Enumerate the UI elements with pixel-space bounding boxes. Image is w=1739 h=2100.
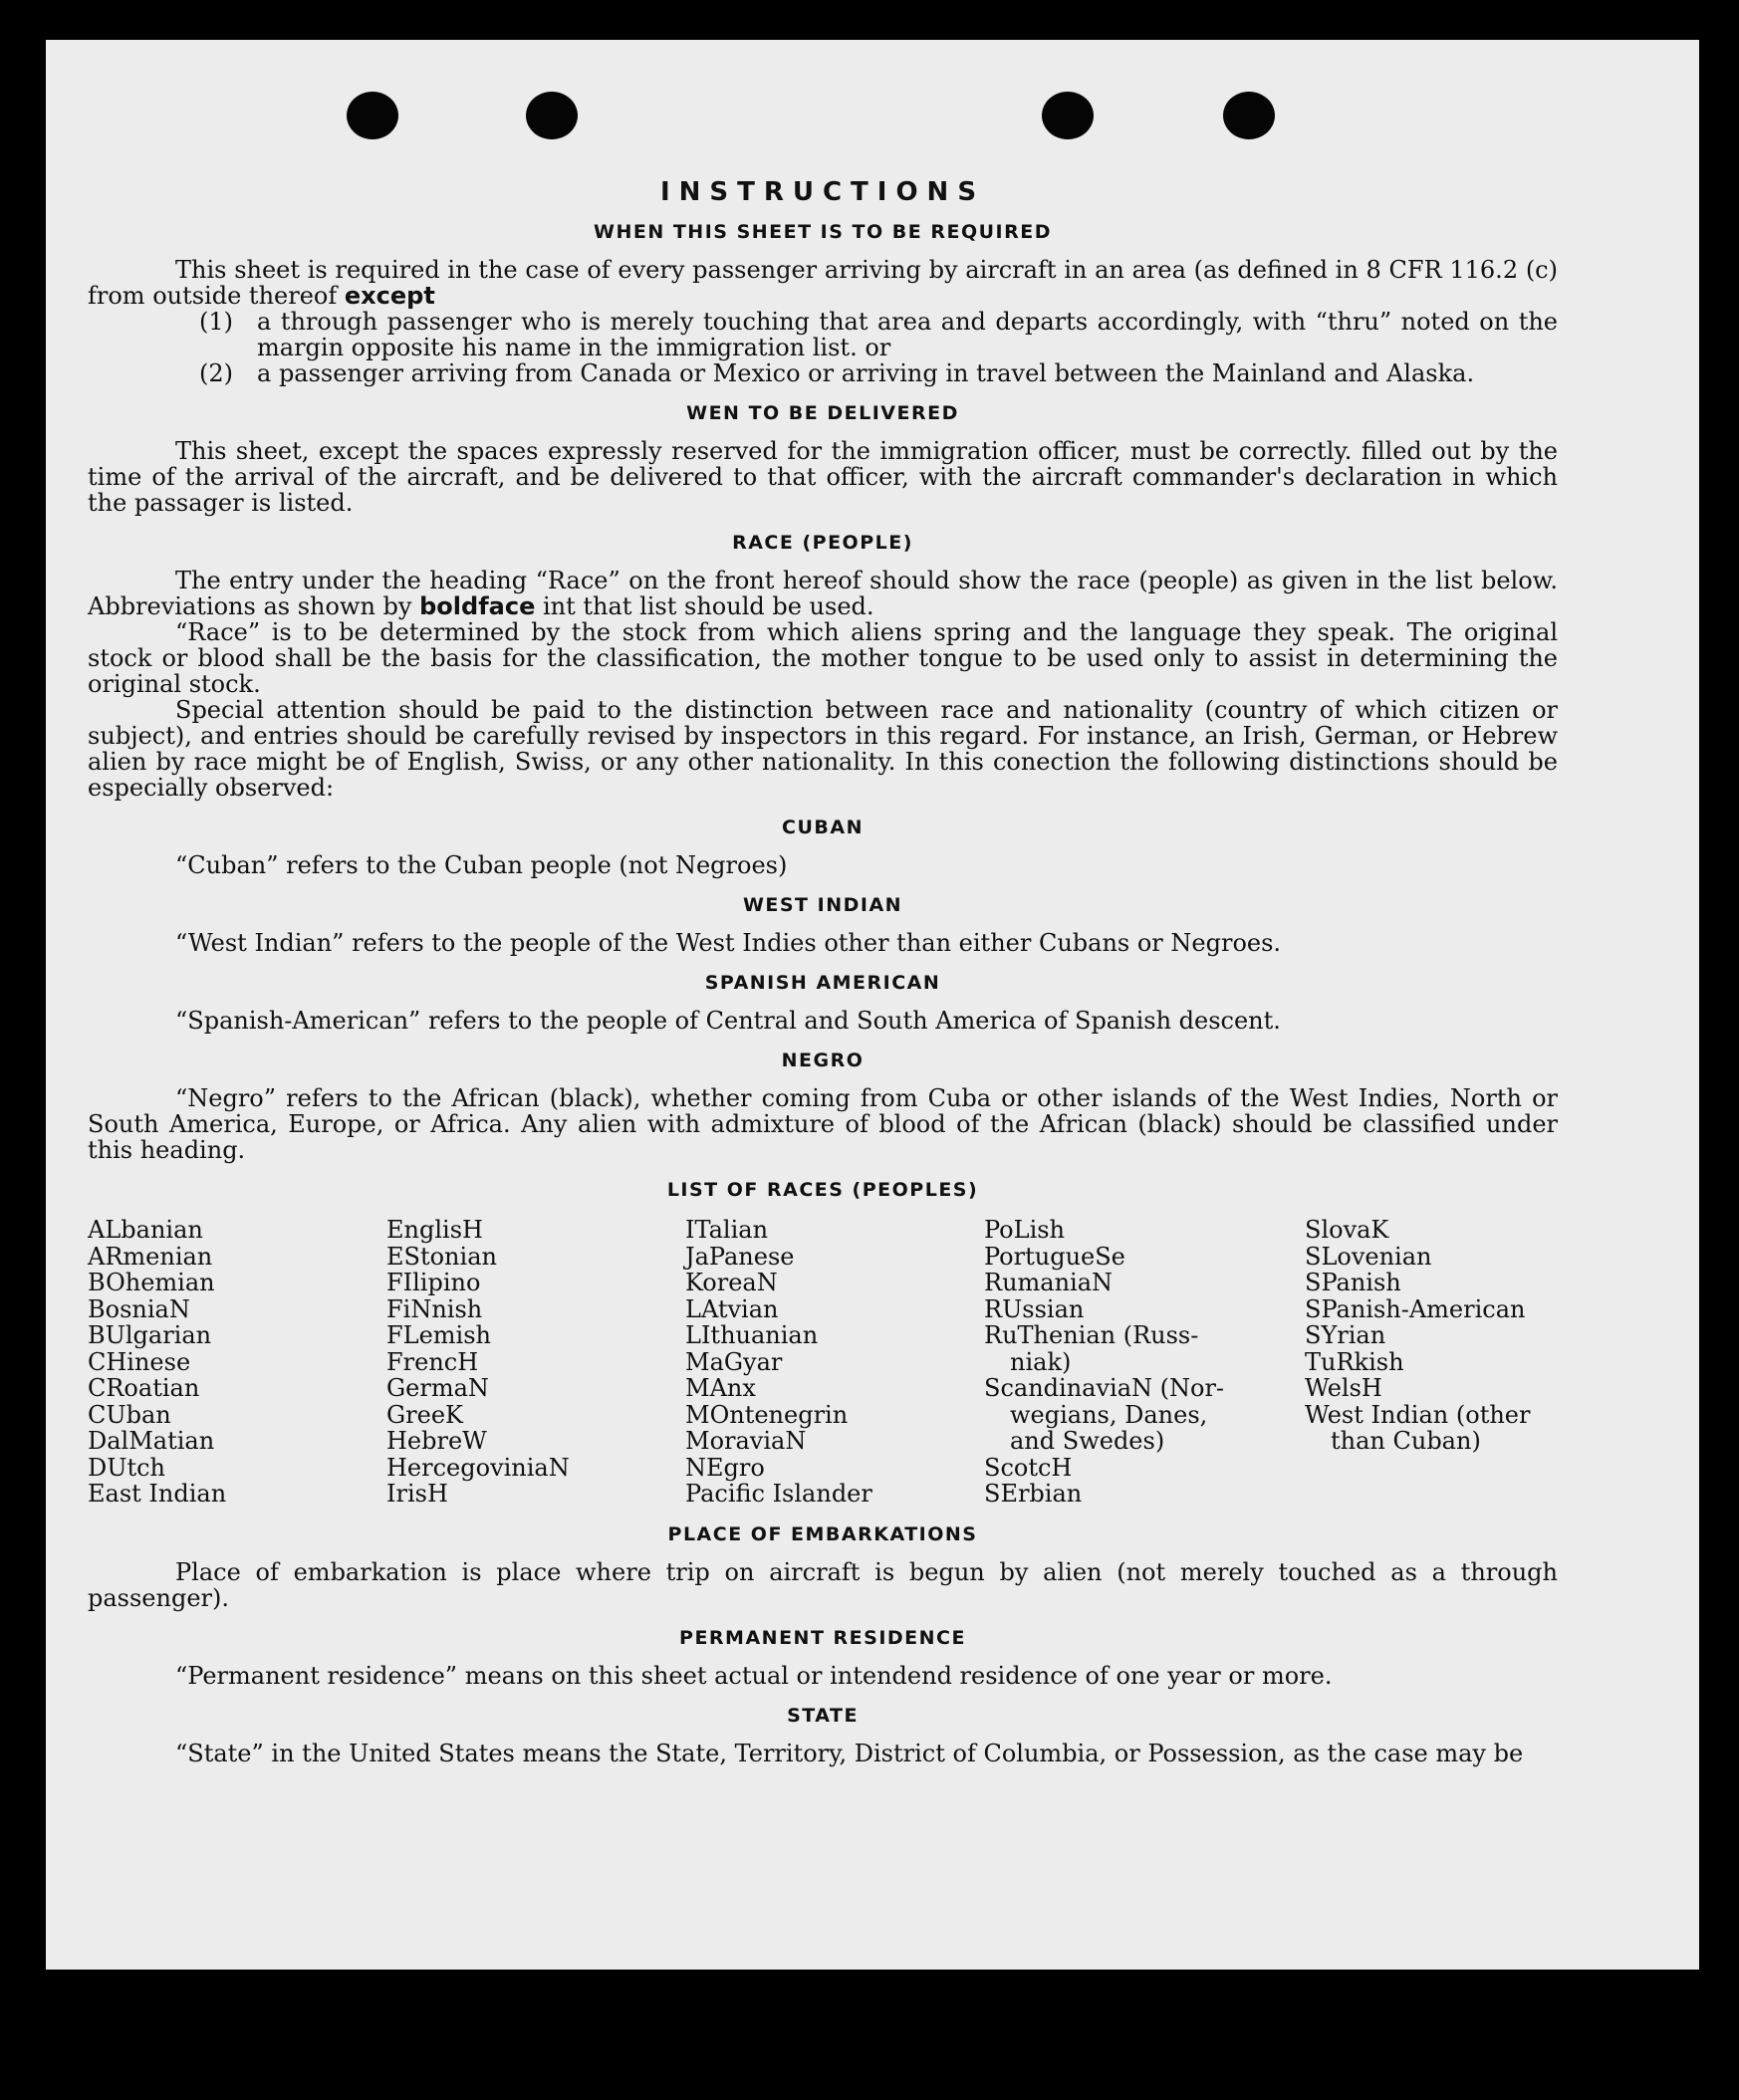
race-entry: KoreaN [685, 1269, 778, 1296]
race-entry: SPanish [1305, 1269, 1401, 1296]
embarkation-text: Place of embarkation is place where trip on aircraft is begun by alien (not merely touched as a through passenger). [88, 1557, 1558, 1612]
item-number: (2) [199, 359, 233, 387]
race-entry: RumaniaN [984, 1269, 1114, 1296]
heading-required: WHEN THIS SHEET IS TO BE REQUIRED [593, 221, 1052, 243]
race-entry: LAtvian [685, 1294, 779, 1323]
race-entry: GermaN [386, 1374, 489, 1402]
race-p1-before: The entry under the heading “Race” on the front hereof should show the race (people) as given in the list below. Abbreviations as shown by [88, 567, 1558, 620]
punch-hole [1223, 92, 1275, 139]
races-column [386, 1217, 685, 1508]
heading-race: RACE (PEOPLE) [732, 532, 913, 554]
heading-state: STATE [787, 1704, 859, 1727]
list-item [88, 309, 1558, 360]
race-entry: FLemish [386, 1321, 491, 1349]
race-entry: PoLish [984, 1216, 1066, 1244]
races-column [984, 1217, 1305, 1508]
residence-text: “Permanent residence” means on this sheet actual or intendend residence of one year or more. [175, 1661, 1333, 1690]
race-entry: ITalian [685, 1216, 769, 1244]
race-entry: HebreW [386, 1427, 487, 1455]
races-list [88, 1217, 1558, 1508]
race-entry-continuation: than Cuban) [1331, 1427, 1481, 1455]
keyword-boldface: boldface [419, 592, 536, 620]
race-entry: CRoatian [88, 1374, 200, 1402]
item-text: a through passenger who is merely touching that area and departs accordingly, with “thru” noted on the margin opposite his name in the immigration list. or [257, 308, 1558, 361]
races-column [1305, 1217, 1558, 1508]
race-entry: JaPanese [685, 1242, 795, 1271]
race-entry: IrisH [386, 1480, 448, 1508]
race-entry: BUlgarian [88, 1321, 212, 1349]
item-text: a passenger arriving from Canada or Mexico or arriving in travel between the Mainland and Alaska. [257, 359, 1475, 387]
cuban-text: “Cuban” refers to the Cuban people (not Negroes) [175, 851, 788, 879]
race-entry: MOntenegrin [685, 1400, 849, 1429]
item-number: (1) [199, 308, 233, 336]
race-entry: FrencH [386, 1347, 479, 1376]
race-entry: LIthuanian [685, 1321, 819, 1349]
race-p1-after: int that list should be used. [542, 592, 874, 620]
race-entry: HercegoviniaN [386, 1453, 570, 1482]
race-entry: CUban [88, 1400, 171, 1429]
race-paragraph-1 [88, 568, 1558, 619]
race-entry-continuation: niak) [1010, 1347, 1072, 1376]
state-text: “State” in the United States means the State, Territory, District of Columbia, or Possession, as the case may be [175, 1739, 1524, 1767]
race-entry: WelsH [1305, 1374, 1382, 1402]
race-entry: MoraviaN [685, 1427, 807, 1455]
race-entry: SPanish-American [1305, 1294, 1526, 1323]
required-intro-text: This sheet is required in the case of every passenger arriving by aircraft in an area (as defined in 8 CFR 116.2 (c) from outside thereof [88, 256, 1558, 310]
punch-hole [526, 92, 578, 139]
punch-hole [347, 92, 398, 139]
races-column [685, 1217, 984, 1508]
race-entry: EStonian [386, 1242, 497, 1271]
race-entry: BosniaN [88, 1294, 190, 1323]
list-item [88, 360, 1558, 386]
race-entry: East Indian [88, 1480, 227, 1508]
page-title: INSTRUCTIONS [659, 177, 986, 207]
race-entry: MaGyar [685, 1347, 783, 1376]
race-entry: SErbian [984, 1480, 1083, 1508]
required-intro [88, 257, 1558, 309]
race-entry: BOhemian [88, 1269, 215, 1296]
race-entry: West Indian (other [1305, 1400, 1531, 1429]
race-entry: EnglisH [386, 1216, 483, 1244]
race-entry: ScotcH [984, 1453, 1073, 1482]
delivered-text: This sheet, except the spaces expressly reserved for the immigration officer, must be correctly. filled out by the time of the arrival of the aircraft, and be delivered to that officer, with the aircraft commander's declaration in which the passager is listed. [88, 437, 1558, 517]
race-entry: NEgro [685, 1453, 765, 1482]
race-entry: GreeK [386, 1400, 463, 1429]
heading-list-of-races: LIST OF RACES (PEOPLES) [666, 1179, 979, 1201]
heading-permanent-residence: PERMANENT RESIDENCE [679, 1626, 966, 1649]
race-entry: ARmenian [88, 1242, 213, 1271]
document-page [46, 40, 1699, 1970]
heading-west-indian: WEST INDIAN [742, 894, 903, 916]
west-indian-text: “West Indian” refers to the people of the West Indies other than either Cubans or Negroes. [175, 929, 1282, 957]
heading-embarkation: PLACE OF EMBARKATIONS [667, 1522, 978, 1545]
races-column [88, 1217, 386, 1508]
race-entry: RUssian [984, 1294, 1085, 1323]
race-entry-continuation: wegians, Danes, [1010, 1400, 1208, 1429]
race-entry: DUtch [88, 1453, 166, 1482]
heading-negro: NEGRO [781, 1050, 865, 1071]
heading-spanish-american: SPANISH AMERICAN [704, 972, 941, 994]
race-entry: RuThenian (Russ- [984, 1321, 1199, 1349]
race-entry: ScandinaviaN (Nor- [984, 1374, 1225, 1402]
race-entry: ALbanian [88, 1216, 203, 1244]
race-entry: PortugueSe [984, 1242, 1125, 1271]
race-paragraph-2: “Race” is to be determined by the stock from which aliens spring and the language they speak. The original stock or blood shall be the basis for the classification, the mother tongue to be used only to assist in determining the original stock. [88, 618, 1558, 698]
race-entry: TuRkish [1305, 1347, 1404, 1376]
race-entry: Pacific Islander [685, 1480, 872, 1508]
race-entry: DalMatian [88, 1427, 215, 1455]
race-entry: SYrian [1305, 1321, 1386, 1349]
punch-hole [1042, 92, 1094, 139]
negro-text: “Negro” refers to the African (black), whether coming from Cuba or other islands of the West Indies, North or South America, Europe, or Africa. Any alien with admixture of blood of the African (black) should be classified under this heading. [88, 1084, 1558, 1164]
heading-cuban: CUBAN [782, 817, 864, 838]
race-paragraph-3: Special attention should be paid to the distinction between race and nationality (country of which citizen or subject), and entries should be carefully revised by inspectors in this regard. For instance, an Irish, German, or Hebrew alien by race might be of English, Swiss, or any other nationality. In this conection the following distinctions should be especially observed: [88, 696, 1558, 802]
race-entry: MAnx [685, 1374, 756, 1402]
race-entry: CHinese [88, 1347, 191, 1376]
spanish-american-text: “Spanish-American” refers to the people of Central and South America of Spanish descent. [175, 1007, 1281, 1035]
race-entry: FIlipino [386, 1269, 481, 1296]
race-entry: SlovaK [1305, 1216, 1389, 1244]
heading-delivered: WEN TO BE DELIVERED [686, 402, 959, 424]
keyword-except: except [344, 282, 435, 310]
race-entry: SLovenian [1305, 1242, 1432, 1271]
instructions-body [88, 179, 1558, 1766]
race-entry: FiNnish [386, 1294, 483, 1323]
race-entry-continuation: and Swedes) [1010, 1427, 1165, 1455]
